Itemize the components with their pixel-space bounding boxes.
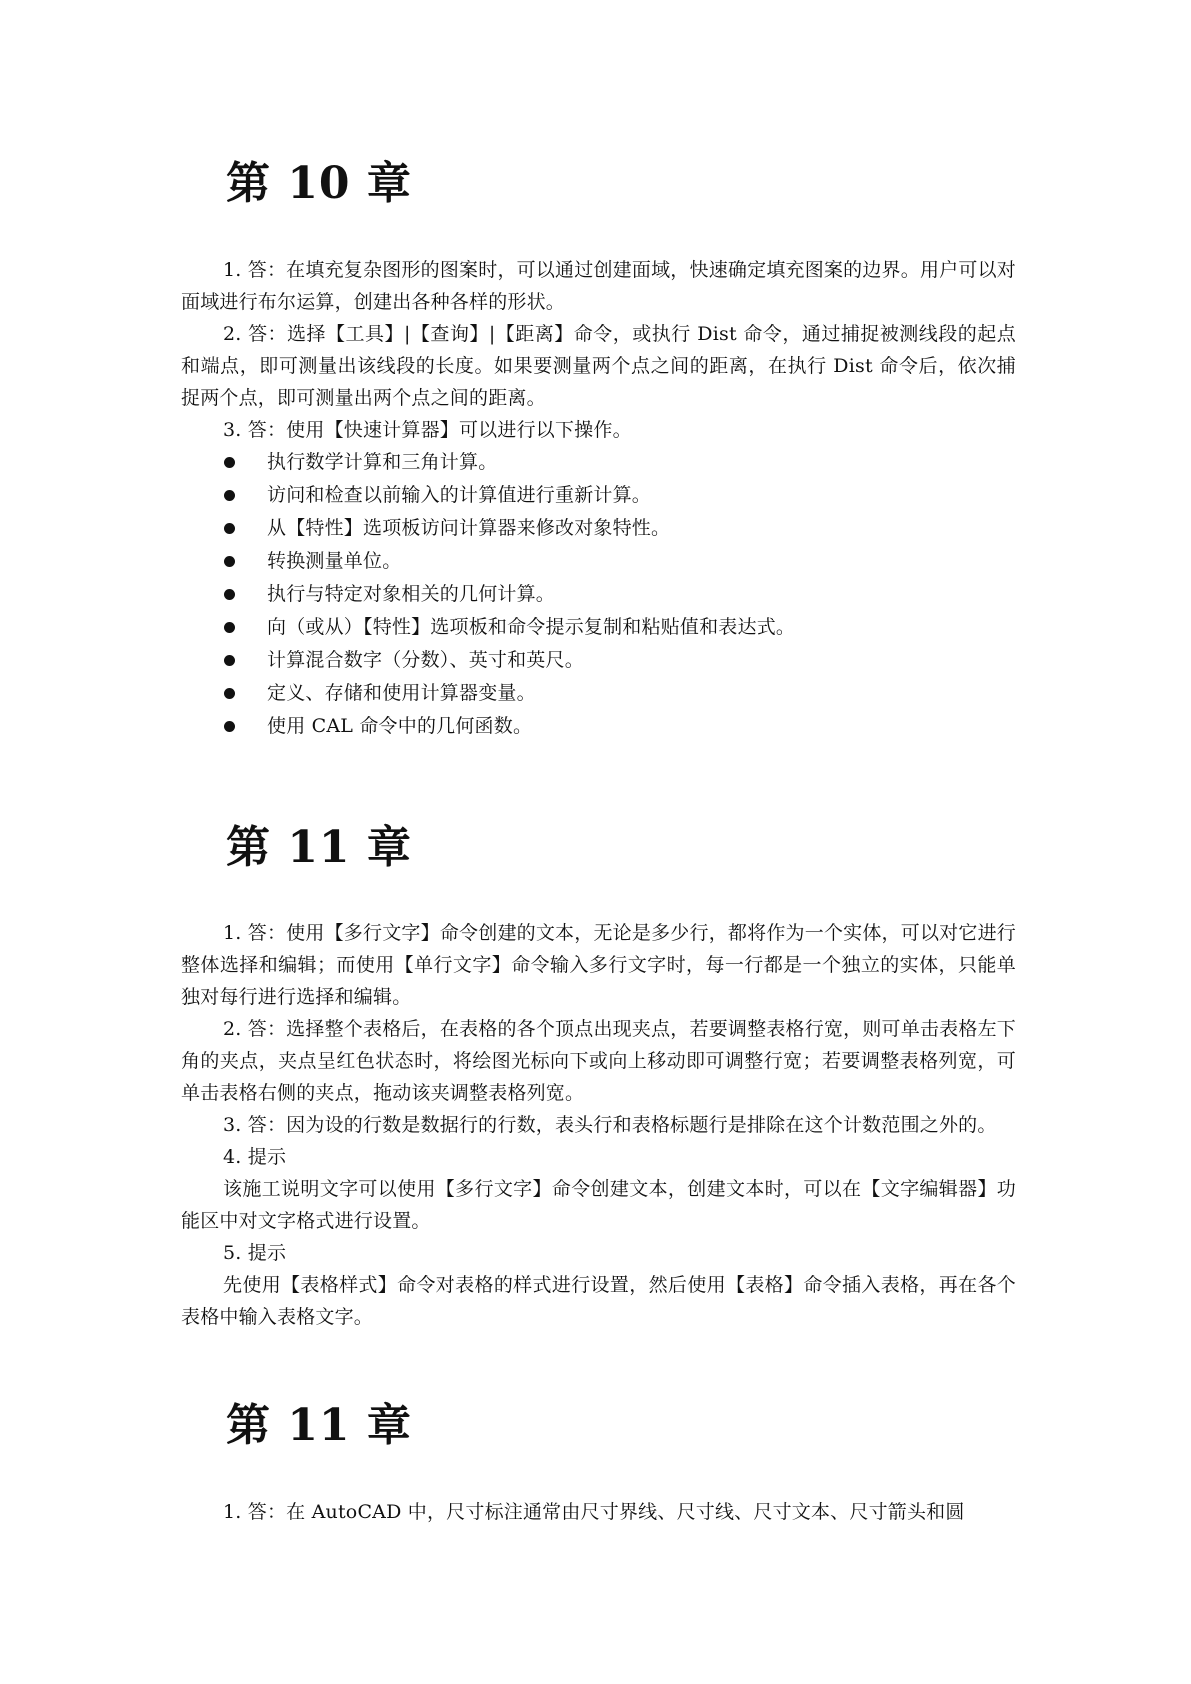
answer-paragraph: 3. 答：因为设的行数是数据行的行数，表头行和表格标题行是排除在这个计数范围之外的。 bbox=[223, 1114, 997, 1136]
bullet-dot-icon bbox=[224, 457, 235, 468]
bullet-text: 执行数学计算和三角计算。 bbox=[267, 451, 498, 473]
answer-paragraph: 1. 答：使用【多行文字】命令创建的文本，无论是多少行，都将作为一个实体，可以对它进行整体选择和编辑；而使用【单行文字】命令输入多行文字时，每一行都是一个独立的实体，只能单独对每行进行选择和编辑。 bbox=[181, 922, 1016, 1008]
hint-paragraph: 该施工说明文字可以使用【多行文字】命令创建文本，创建文本时，可以在【文字编辑器】功能区中对文字格式进行设置。 bbox=[181, 1178, 1016, 1232]
bullet-item bbox=[181, 677, 1016, 710]
bullet-item bbox=[181, 578, 1016, 611]
bullet-item bbox=[181, 611, 1016, 644]
answer-paragraph: 2. 答：选择【工具】|【查询】|【距离】命令，或执行 Dist 命令，通过捕捉被测线段的起点和端点，即可测量出该线段的长度。如果要测量两个点之间的距离，在执行 Dist 命令后，依次捕捉两个点，即可测量出两个点之间的距离。 bbox=[181, 323, 1016, 409]
chapter-11-body bbox=[181, 917, 1016, 1333]
bullet-text: 向（或从）【特性】选项板和命令提示复制和粘贴值和表达式。 bbox=[267, 616, 796, 638]
chapter-heading-11: 第 11 章 bbox=[226, 822, 412, 873]
chapter-heading-10: 第 10 章 bbox=[226, 158, 412, 209]
bullet-dot-icon bbox=[224, 556, 235, 567]
chapter-10-body bbox=[181, 254, 1016, 743]
bullet-item bbox=[181, 446, 1016, 479]
bullet-dot-icon bbox=[224, 655, 235, 666]
bullet-text: 使用 CAL 命令中的几何函数。 bbox=[267, 715, 533, 737]
bullet-dot-icon bbox=[224, 589, 235, 600]
hint-label: 5. 提示 bbox=[223, 1242, 287, 1264]
bullet-dot-icon bbox=[224, 688, 235, 699]
answer-paragraph: 1. 答：在填充复杂图形的图案时，可以通过创建面域，快速确定填充图案的边界。用户可以对面域进行布尔运算，创建出各种各样的形状。 bbox=[181, 259, 1016, 313]
answer-paragraph: 2. 答：选择整个表格后，在表格的各个顶点出现夹点，若要调整表格行宽，则可单击表格左下角的夹点，夹点呈红色状态时，将绘图光标向下或向上移动即可调整行宽；若要调整表格列宽，可单击表格右侧的夹点，拖动该夹调整表格列宽。 bbox=[181, 1018, 1016, 1104]
answer-paragraph: 1. 答：在 AutoCAD 中，尺寸标注通常由尺寸界线、尺寸线、尺寸文本、尺寸箭头和圆 bbox=[223, 1501, 965, 1523]
feature-bullet-list bbox=[181, 446, 1016, 743]
bullet-text: 执行与特定对象相关的几何计算。 bbox=[267, 583, 556, 605]
hint-paragraph: 先使用【表格样式】命令对表格的样式进行设置，然后使用【表格】命令插入表格，再在各个表格中输入表格文字。 bbox=[181, 1274, 1016, 1328]
bullet-item bbox=[181, 479, 1016, 512]
bullet-text: 访问和检查以前输入的计算值进行重新计算。 bbox=[267, 484, 652, 506]
bullet-dot-icon bbox=[224, 721, 235, 732]
bullet-dot-icon bbox=[224, 523, 235, 534]
bullet-item bbox=[181, 644, 1016, 677]
bullet-text: 从【特性】选项板访问计算器来修改对象特性。 bbox=[267, 517, 671, 539]
chapter-heading-11-repeat: 第 11 章 bbox=[226, 1400, 412, 1451]
bullet-dot-icon bbox=[224, 622, 235, 633]
chapter-11-repeat-body bbox=[181, 1496, 1016, 1528]
bullet-dot-icon bbox=[224, 490, 235, 501]
bullet-text: 计算混合数字（分数）、英寸和英尺。 bbox=[267, 649, 584, 671]
bullet-item bbox=[181, 545, 1016, 578]
bullet-text: 定义、存储和使用计算器变量。 bbox=[267, 682, 536, 704]
bullet-item bbox=[181, 710, 1016, 743]
answer-paragraph: 3. 答：使用【快速计算器】可以进行以下操作。 bbox=[223, 419, 632, 441]
hint-label: 4. 提示 bbox=[223, 1146, 287, 1168]
bullet-text: 转换测量单位。 bbox=[267, 550, 402, 572]
bullet-item bbox=[181, 512, 1016, 545]
